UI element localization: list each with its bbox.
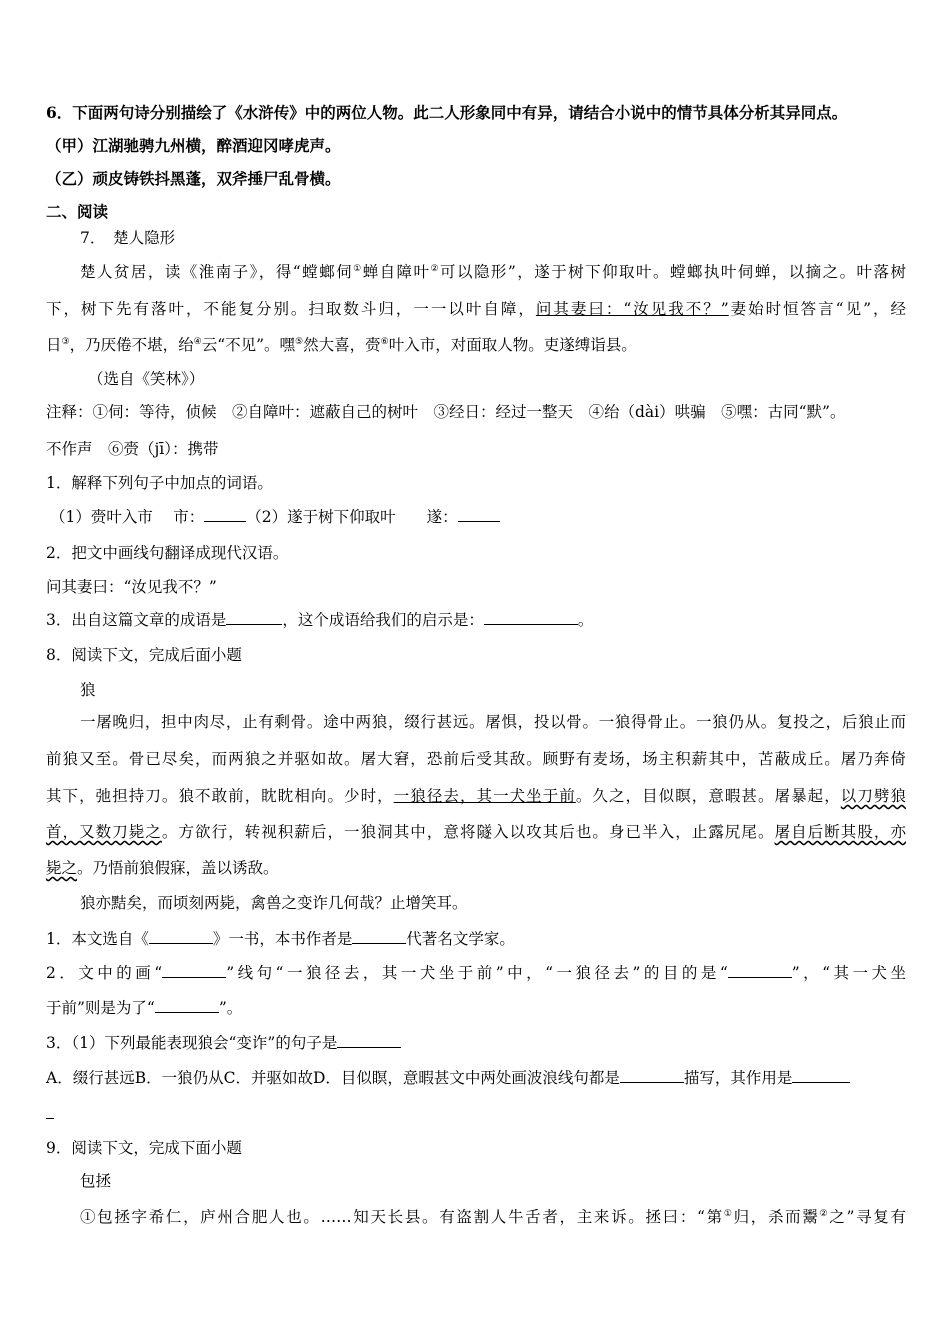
q8-passage-line-6: 狼亦黠矣，而顷刻两毙，禽兽之变诈几何哉？止增笑耳。: [80, 894, 468, 912]
q8-passage-line-4: 首，又数刀毙之。方欲行，转视积薪后，一狼洞其中，意将隧入以攻其后也。身已半入，止露尻尾。屠自后断其股，亦: [46, 823, 906, 841]
q8-passage-line-2: 前狼又至。骨已尽矣，而两狼之并驱如故。屠大窘，恐前后受其敌。顾野有麦场，场主积薪其中，苫蔽成丘。屠乃奔倚: [46, 750, 906, 768]
section-heading: 二、阅读: [46, 202, 109, 221]
q8-passage-line-5: 毙之。乃悟前狼假寐，盖以诱敌。: [46, 859, 279, 877]
q8-sub1: 1．本文选自《 》一书，本书作者是 代著名文学家。: [46, 930, 515, 948]
q7-sub1-items: （1）赍叶入市 市： （2）遂于树下仰取叶 遂：: [50, 507, 910, 527]
q7-title: 7． 楚人隐形: [80, 229, 176, 247]
q9-title: 包拯: [80, 1172, 112, 1190]
q8-wavy-sentence-1: 以刀劈狼: [840, 787, 906, 805]
q6-stem: 6．下面两句诗分别描绘了《水浒传》中的两位人物。此二人形象同中有异，请结合小说中的情节具体分析其异同点。: [46, 103, 848, 122]
q8-underlined-sentence: 一狼径去，其一犬坐于前: [393, 787, 576, 805]
q8-stem: 8．阅读下文，完成后面小题: [46, 646, 242, 664]
q6-jia: （甲）江湖驰骋九州横，醉酒迎冈哮虎声。: [46, 136, 341, 155]
q7-sub2-stem: 2．把文中画线句翻译成现代汉语。: [46, 544, 289, 562]
q7-passage-line-2: 下，树下先有落叶，不能复分别。扫取数斗归，一一以叶自障，问其妻曰：“汝见我不？”妻始时恒答言“见”，经: [46, 300, 906, 318]
q7-sub1-stem: 1．解释下列句子中加点的词语。: [46, 474, 273, 492]
q7-sub3: 3．出自这篇文章的成语是 ，这个成语给我们的启示是： 。: [46, 611, 594, 629]
q7-sub2-sentence: 问其妻曰：“汝见我不？”: [46, 578, 217, 596]
q7-notes-line-1: 注释：①伺：等待，侦候 ②自障叶：遮蔽自己的树叶 ③经日：经过一整天 ④绐（dài）哄骗 ⑤嘿：古同“默”。: [46, 403, 846, 421]
q8-sub3-options: A．缀行甚远B．一狼仍从C．并驱如故D．目似瞑，意暇甚文中两处画波浪线句都是 描写，其作用是: [46, 1068, 910, 1088]
q9-passage-line-1: ①包拯字希仁，庐州合肥人也。……知天长县。有盗割人牛舌者，主来诉。拯曰：“第①归，杀而鬻②之”寻复有: [80, 1208, 906, 1226]
q7-underlined-sentence: 问其妻曰：“汝见我不？”: [535, 300, 729, 318]
q8-sub2-line-1: 2．文中的画“ ”线句“一狼径去，其一犬坐于前”中，“一狼径去”的目的是“ ”，“其一犬坐: [46, 964, 906, 982]
q7-passage-line-1: 楚人贫居，读《淮南子》，得“螳螂伺①蝉自障叶②可以隐形”，遂于树下仰取叶。螳螂执叶伺蝉，以摘之。叶落树: [80, 263, 906, 281]
q9-stem: 9．阅读下文，完成下面小题: [46, 1139, 242, 1157]
q7-passage-line-3: 日③，乃厌倦不堪，绐④云“不见”。嘿⑤然大喜，赍⑥叶入市，对面取人物。吏遂缚诣县。: [46, 336, 637, 354]
q8-title: 狼: [80, 681, 96, 699]
q8-passage-line-1: 一屠晚归，担中肉尽，止有剩骨。途中两狼，缀行甚远。屠惧，投以骨。一狼得骨止。一狼仍从。复投之，后狼止而: [80, 713, 906, 731]
q7-source: （选自《笑林》）: [88, 370, 205, 388]
q8-sub3-trailing-blank: [46, 1104, 910, 1124]
q8-wavy-sentence-2: 屠自后断其股，亦: [774, 823, 906, 841]
q8-sub3-stem: 3．（1）下列最能表现狼会“变诈”的句子是: [46, 1033, 910, 1053]
q8-sub2-line-2: 于前”则是为了“ ”。: [46, 999, 243, 1017]
q6-yi: （乙）顽皮铸铁抖黑蓬，双斧捶尸乱骨横。: [46, 169, 341, 188]
q7-notes-line-2: 不作声 ⑥赍（jī）：携带: [46, 440, 219, 458]
q8-passage-line-3: 其下，弛担持刀。狼不敢前，眈眈相向。少时，一狼径去，其一犬坐于前。久之，目似瞑，意暇甚。屠暴起，以刀劈狼: [46, 787, 906, 805]
